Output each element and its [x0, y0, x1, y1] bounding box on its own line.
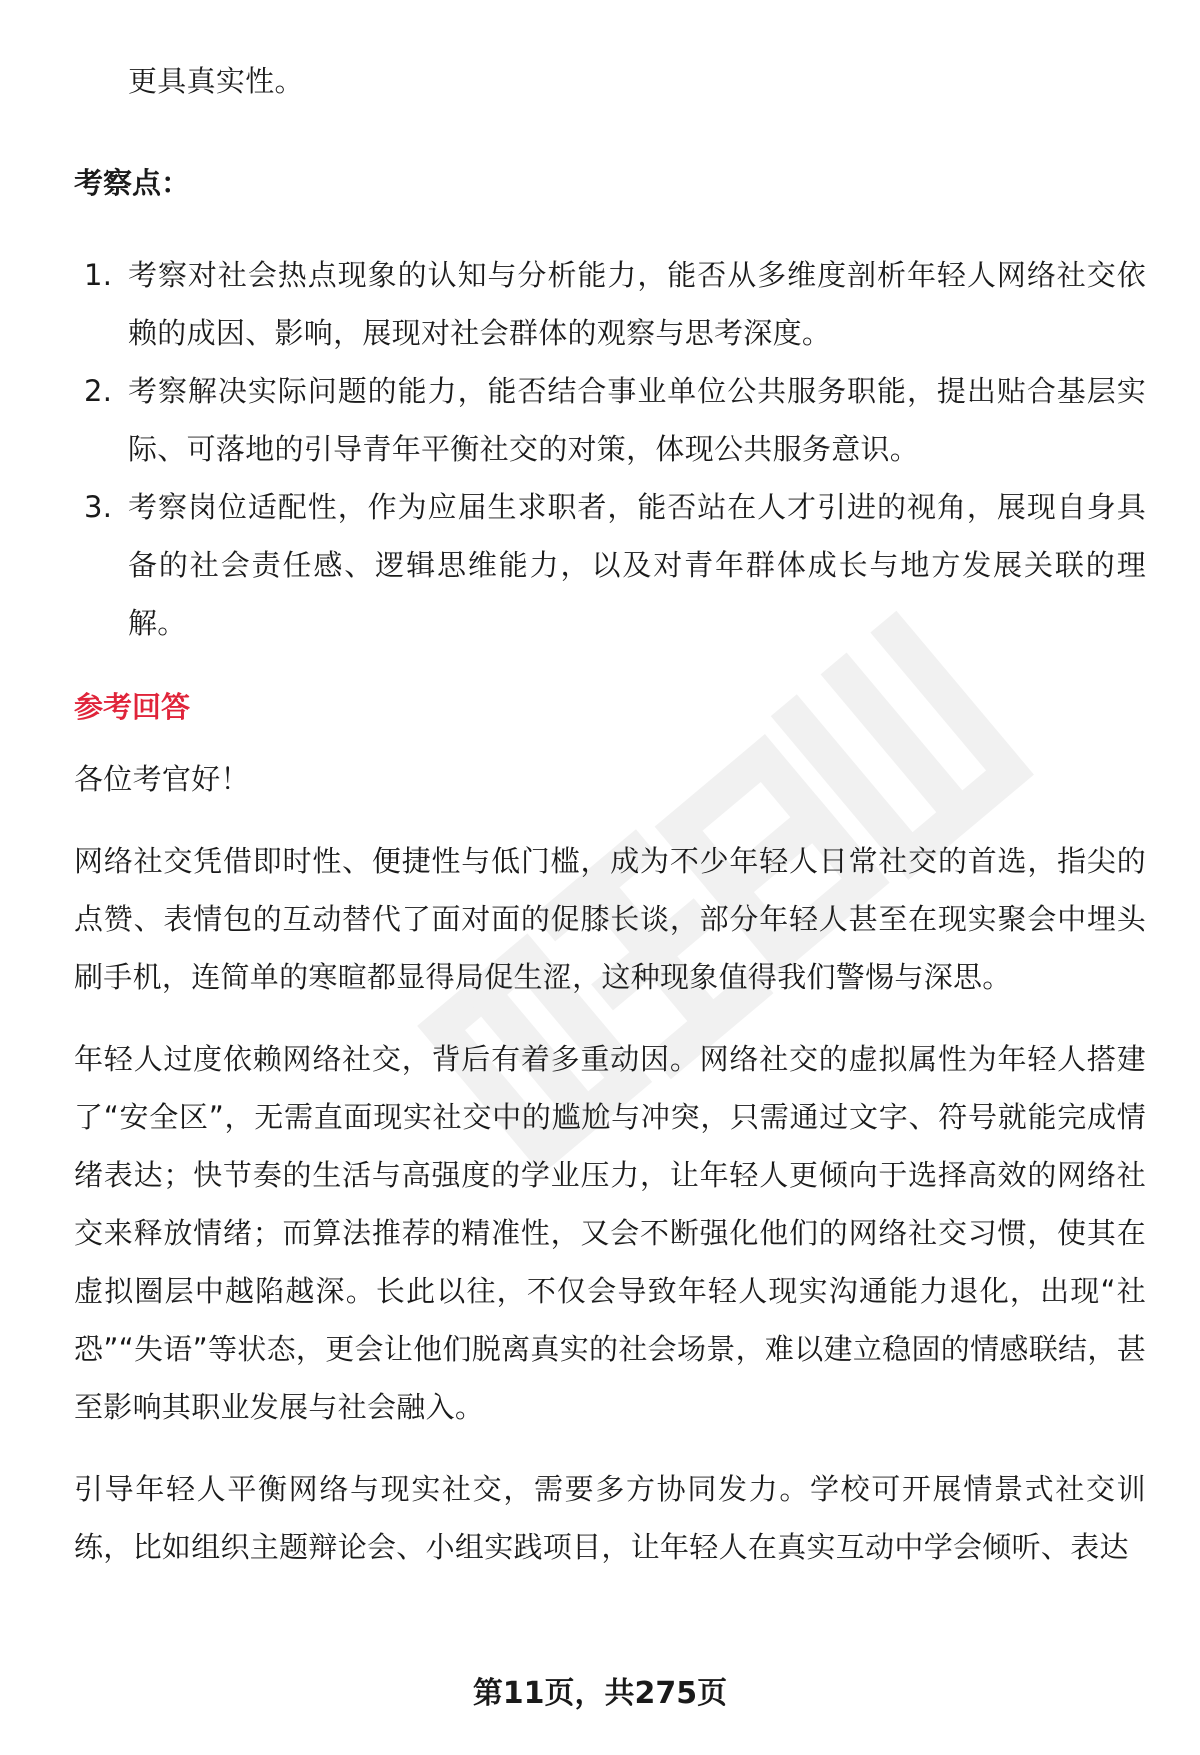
greeting-text: 各位考官好！ [74, 762, 250, 796]
answer-paragraph-3: 引导年轻人平衡网络与现实社交，需要多方协同发力。学校可开展情景式社交训练，比如组织主题辩论会、小组实践项目，让年轻人在真实互动中学会倾听、表达 [74, 1472, 1146, 1564]
list-item-text: 考察对社会热点现象的认知与分析能力，能否从多维度剖析年轻人网络社交依赖的成因、影响，展现对社会群体的观察与思考深度。 [128, 258, 1146, 350]
answer-paragraph-2: 年轻人过度依赖网络社交，背后有着多重动因。网络社交的虚拟属性为年轻人搭建了“安全区”，无需直面现实社交中的尴尬与冲突，只需通过文字、符号就能完成情绪表达；快节奏的生活与高强度的学业压力，让年轻人更倾向于选择高效的网络社交来释放情绪；而算法推荐的精准性，又会不断强化他们的网络社交习惯，使其在虚拟圈层中越陷越深。长此以往，不仅会导致年轻人现实沟通能力退化，出现“社恐”“失语”等状态，更会让他们脱离真实的社会场景，难以建立稳固的情感联结，甚至影响其职业发展与社会融入。 [74, 1042, 1146, 1424]
intro-tail-text: 更具真实性。 [128, 64, 304, 98]
list-item-text: 考察解决实际问题的能力，能否结合事业单位公共服务职能，提出贴合基层实际、可落地的引导青年平衡社交的对策，体现公共服务意识。 [128, 374, 1146, 466]
answer-paragraph-1: 网络社交凭借即时性、便捷性与低门槛，成为不少年轻人日常社交的首选，指尖的点赞、表情包的互动替代了面对面的促膝长谈，部分年轻人甚至在现实聚会中埋头刷手机，连简单的寒暄都显得局促生涩，这种现象值得我们警惕与深思。 [74, 844, 1146, 994]
list-number: 3. [84, 490, 113, 524]
list-number: 2. [84, 374, 113, 408]
page-number-footer: 第11页，共275页 [472, 1676, 728, 1711]
page-content [74, 52, 1146, 1576]
exam-points-heading: 考察点： [74, 166, 191, 200]
list-item [74, 362, 1146, 478]
list-item [74, 246, 1146, 362]
reference-answer-heading: 参考回答 [74, 690, 191, 724]
exam-points-list [74, 246, 1146, 652]
list-item-text: 考察岗位适配性，作为应届生求职者，能否站在人才引进的视角，展现自身具备的社会责任感、逻辑思维能力，以及对青年群体成长与地方发展关联的理解。 [128, 490, 1146, 640]
list-number: 1. [84, 258, 113, 292]
list-item [74, 478, 1146, 652]
